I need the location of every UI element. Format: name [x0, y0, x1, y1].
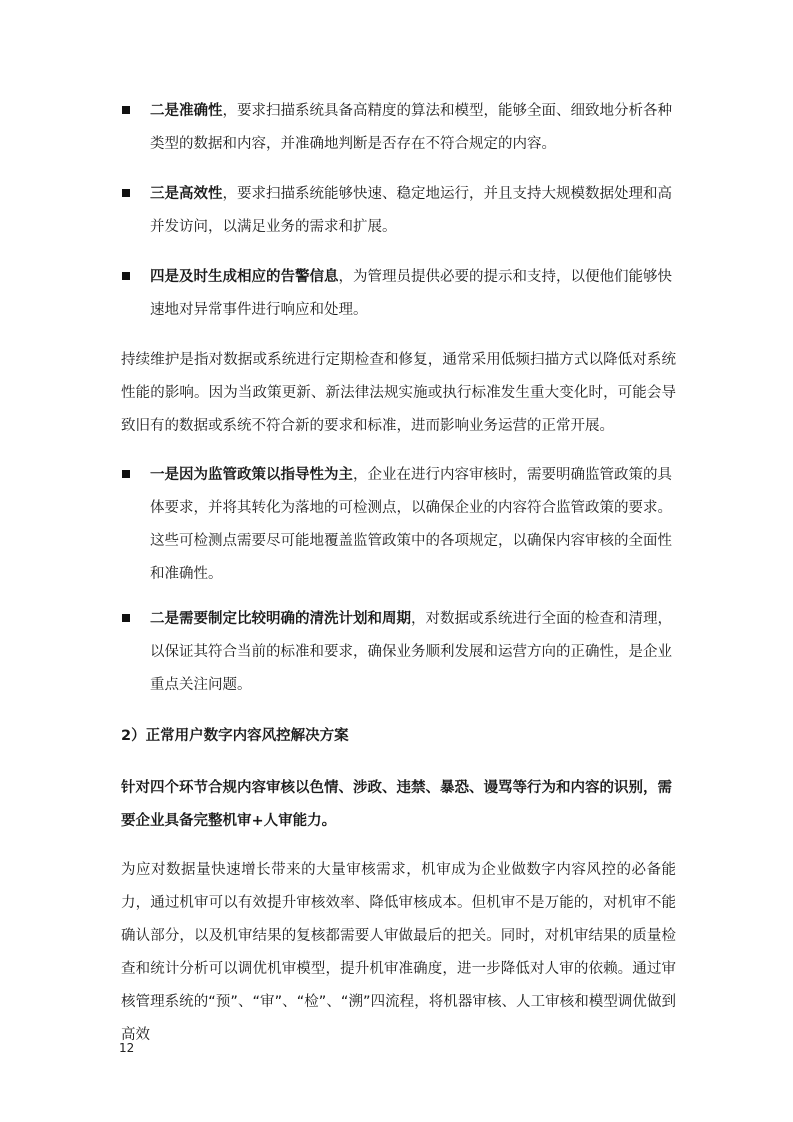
- bullet-alerts: [122, 261, 682, 327]
- bullet-cleaning-plan: [122, 603, 682, 702]
- bullet-lead: 四是及时生成相应的告警信息: [150, 269, 339, 285]
- bold-statement: 针对四个环节合规内容审核以色情、涉政、违禁、暴恐、谩骂等行为和内容的识别，需要企业具备完整机审+人审能力。: [121, 780, 672, 829]
- square-bullet-icon: [122, 189, 130, 197]
- bullet-text: ，为管理员提供必要的提示和支持，以便他们能够快速地对异常事件进行响应和处理。: [150, 269, 672, 318]
- square-bullet-icon: [122, 614, 130, 622]
- bullet-text: ，企业在进行内容审核时，需要明确监管政策的具体要求，并将其转化为落地的可检测点，以确保企业的内容符合监管政策的要求。这些可检测点需要尽可能地覆盖监管政策中的各项规定，以确保内容审核的全面性和准确性。: [150, 467, 672, 582]
- square-bullet-icon: [122, 272, 130, 280]
- bullet-text: ，要求扫描系统具备高精度的算法和模型，能够全面、细致地分析各种类型的数据和内容，并准确地判断是否存在不符合规定的内容。: [150, 103, 672, 152]
- bullet-regulatory-policy: [122, 459, 682, 591]
- page-number: 12: [119, 1041, 135, 1055]
- square-bullet-icon: [122, 106, 130, 114]
- review-paragraph: 为应对数据量快速增长带来的大量审核需求，机审成为企业做数字内容风控的必备能力，通过机审可以有效提升审核效率、降低审核成本。但机审不是万能的，对机审不能确认部分，以及机审结果的复核都需要人审做最后的把关。同时，对机审结果的质量检查和统计分析可以调优机审模型，提升机审准确度，进一步降低对人审的依赖。通过审核管理系统的“预”、“审”、“检”、“溯”四流程，将机器审核、人工审核和模型调优做到高效: [121, 862, 676, 1043]
- bullet-lead: 二是需要制定比较明确的清洗计划和周期: [150, 611, 411, 627]
- section-heading: 2）正常用户数字内容风控解决方案: [121, 728, 349, 744]
- bullet-lead: 二是准确性: [150, 103, 223, 119]
- square-bullet-icon: [122, 470, 130, 478]
- bullet-accuracy: [122, 95, 682, 161]
- bullet-lead: 一是因为监管政策以指导性为主: [150, 467, 353, 483]
- bullet-text: ，对数据或系统进行全面的检查和清理，以保证其符合当前的标准和要求，确保业务顺利发展和运营方向的正确性，是企业重点关注问题。: [150, 611, 672, 693]
- maintenance-paragraph: 持续维护是指对数据或系统进行定期检查和修复，通常采用低频扫描方式以降低对系统性能的影响。因为当政策更新、新法律法规实施或执行标准发生重大变化时，可能会导致旧有的数据或系统不符合新的要求和标准，进而影响业务运营的正常开展。: [121, 352, 676, 434]
- bullet-efficiency: [122, 178, 682, 244]
- bullet-text: ，要求扫描系统能够快速、稳定地运行，并且支持大规模数据处理和高并发访问，以满足业务的需求和扩展。: [150, 186, 672, 235]
- bullet-lead: 三是高效性: [150, 186, 223, 202]
